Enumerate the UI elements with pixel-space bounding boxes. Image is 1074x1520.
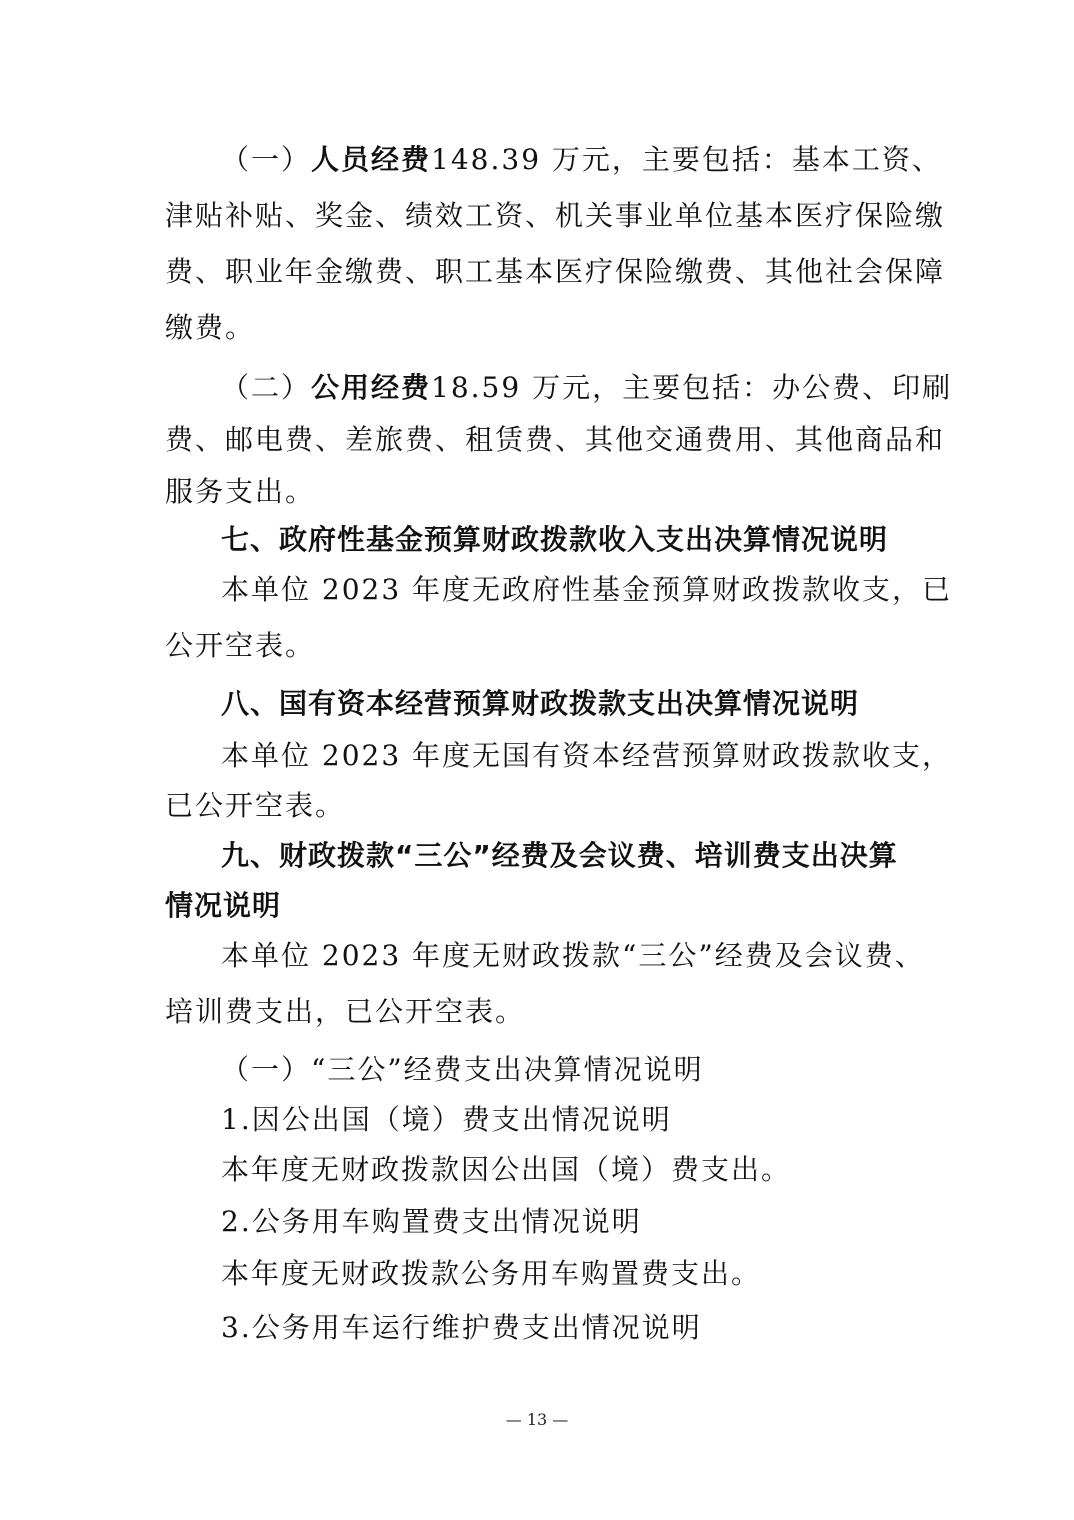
section-9-heading-line1: 九、财政拨款“三公”经费及会议费、培训费支出决算 bbox=[221, 839, 898, 872]
section-8-text-line1: 本单位 2023 年度无国有资本经营预算财政拨款收支， bbox=[221, 739, 953, 772]
item-1-heading: 1.因公出国（境）费支出情况说明 bbox=[221, 1103, 672, 1136]
section-8-heading: 八、国有资本经营预算财政拨款支出决算情况说明 bbox=[221, 687, 860, 720]
paragraph-public-expenses-line2: 费、邮电费、差旅费、租赁费、其他交通费用、其他商品和 bbox=[165, 423, 946, 456]
section-9-text-line2: 培训费支出，已公开空表。 bbox=[165, 995, 526, 1028]
section-7-heading: 七、政府性基金预算财政拨款收入支出决算情况说明 bbox=[221, 523, 889, 556]
section-7-text-line2: 公开空表。 bbox=[165, 629, 316, 662]
subsection-1-heading: （一）“三公”经费支出决算情况说明 bbox=[221, 1053, 704, 1086]
item-1-text: 本年度无财政拨款因公出国（境）费支出。 bbox=[221, 1153, 792, 1186]
page-number: — 13 — bbox=[505, 1410, 569, 1429]
paragraph-personnel-expenses-line4: 缴费。 bbox=[165, 311, 256, 344]
item-3-heading: 3.公务用车运行维护费支出情况说明 bbox=[221, 1311, 702, 1344]
list-marker: （二） bbox=[221, 371, 312, 404]
paragraph-public-expenses-line1 bbox=[221, 368, 981, 408]
section-8-text-line2: 已公开空表。 bbox=[165, 789, 346, 822]
bold-term: 公用经费 bbox=[311, 371, 432, 404]
paragraph-public-expenses-line3: 服务支出。 bbox=[165, 475, 316, 508]
list-marker: （一） bbox=[221, 143, 312, 176]
paragraph-personnel-expenses-line1 bbox=[221, 140, 981, 180]
paragraph-personnel-expenses-line3: 费、职业年金缴费、职工基本医疗保险缴费、其他社会保障 bbox=[165, 255, 946, 288]
text-span: 148.39 万元，主要包括：基本工资、 bbox=[431, 143, 942, 176]
text-span: 18.59 万元，主要包括：办公费、印刷 bbox=[431, 371, 953, 404]
paragraph-personnel-expenses-line2: 津贴补贴、奖金、绩效工资、机关事业单位基本医疗保险缴 bbox=[165, 199, 946, 232]
section-9-text-line1: 本单位 2023 年度无财政拨款“三公”经费及会议费、 bbox=[221, 939, 925, 972]
bold-term: 人员经费 bbox=[311, 143, 432, 176]
item-2-text: 本年度无财政拨款公务用车购置费支出。 bbox=[221, 1257, 762, 1290]
item-2-heading: 2.公务用车购置费支出情况说明 bbox=[221, 1205, 642, 1238]
section-7-text-line1: 本单位 2023 年度无政府性基金预算财政拨款收支，已 bbox=[221, 573, 953, 606]
section-9-heading-line2: 情况说明 bbox=[165, 889, 282, 922]
